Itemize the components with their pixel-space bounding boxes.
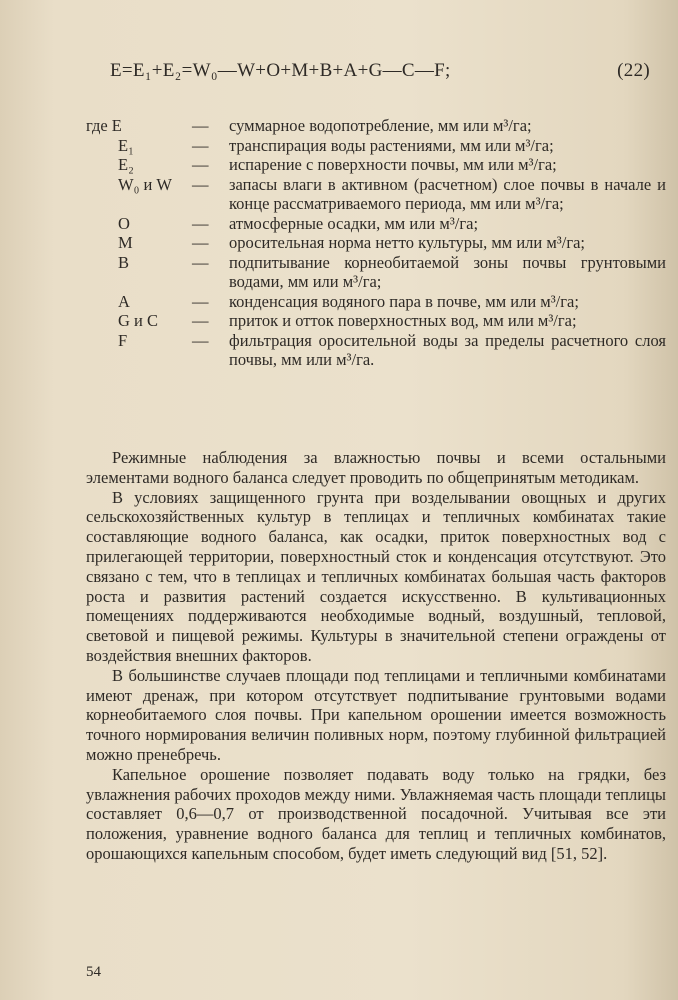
definition-text: испарение с поверхности почвы, мм или м³/га; [229, 155, 557, 174]
equation-text: E=E₁+E₂=W₀—W+O+M+B+A+G—C—F; [110, 60, 451, 81]
definition-dash: — [192, 135, 209, 155]
definition-text: приток и отток поверхностных вод, мм или м³/га; [229, 311, 577, 330]
definition-item [86, 136, 666, 156]
definition-symbol: O [118, 213, 130, 233]
definition-item [86, 116, 666, 136]
definition-dash: — [192, 213, 209, 233]
definition-item [86, 311, 666, 331]
page-number: 54 [86, 964, 101, 980]
paragraph: В условиях защищенного грунта при возделывании овощных и других сельскохозяйственных культур в теплицах и тепличных комбинатах такие составляющие водного баланса, как осадки, приток поверхностных вод с прилегающей территории, поверхностный сток и конденсация отсутствуют. Это связано с тем, что в теплицах и тепличных комбинатах большая часть факторов роста и развития растений создается искусственно. В культивационных помещениях поддерживаются необходимые водный, воздушный, тепловой, световой и пищевой режимы. Культуры в значительной степени ограждены от воздействия внешних факторов. [86, 487, 666, 665]
paragraph: Режимные наблюдения за влажностью почвы и всеми остальными элементами водного баланса следует проводить по общепринятым методикам. [86, 448, 666, 487]
equation [110, 60, 650, 82]
definition-dash: — [192, 330, 209, 350]
body-text [86, 448, 666, 864]
definition-symbol: G и C [118, 311, 159, 330]
definition-text: суммарное водопотребление, мм или м³/га; [229, 116, 532, 135]
definition-text: подпитывание корнеобитаемой зоны почвы грунтовыми водами, мм или м³/га; [229, 252, 666, 291]
definition-text: фильтрация оросительной воды за пределы расчетного слоя почвы, мм или м³/га. [229, 330, 666, 369]
definition-symbol: где E [86, 116, 122, 135]
definitions-list [86, 116, 666, 370]
definition-symbol: F [118, 330, 128, 350]
definition-dash: — [192, 116, 209, 135]
definition-item [86, 214, 666, 234]
definition-text: запасы влаги в активном (расчетном) слое почвы в начале и конце рассматриваемого периода, мм или м³/га; [229, 174, 666, 213]
definition-symbol: A [118, 291, 130, 311]
equation-number: (22) [617, 60, 650, 81]
paragraph: Капельное орошение позволяет подавать воду только на грядки, без увлажнения рабочих проходов между ними. Увлажняемая часть площади теплицы составляет 0,6—0,7 от производственной посадочной. Учитывая все эти положения, уравнение водного баланса для теплиц и тепличных комбинатов, орошающихся капельным способом, будет иметь следующий вид [51, 52]. [86, 764, 666, 863]
definition-symbol: E₂ [118, 155, 134, 174]
definition-item [86, 233, 666, 253]
definition-text: транспирация воды растениями, мм или м³/га; [229, 135, 554, 155]
definition-dash: — [192, 174, 209, 194]
paragraph: В большинстве случаев площади под теплицами и тепличными комбинатами имеют дренаж, при котором отсутствует подпитывание грунтовыми водами корнеобитаемого слоя почвы. При капельном орошении имеется возможность точного нормирования величин поливных норм, поэтому глубинной фильтрацией можно пренебречь. [86, 665, 666, 764]
definition-item [86, 253, 666, 292]
definition-item [86, 331, 666, 370]
definition-item [86, 155, 666, 175]
definition-symbol: E₁ [118, 135, 134, 155]
definition-text: конденсация водяного пара в почве, мм или м³/га; [229, 291, 579, 311]
definition-text: атмосферные осадки, мм или м³/га; [229, 213, 479, 233]
definition-dash: — [192, 252, 209, 272]
definition-dash: — [192, 233, 209, 252]
definition-item [86, 292, 666, 312]
definition-item [86, 175, 666, 214]
definition-dash: — [192, 311, 209, 330]
definition-dash: — [192, 291, 209, 311]
definition-text: оросительная норма нетто культуры, мм или м³/га; [229, 233, 586, 252]
definition-symbol: W₀ и W [118, 174, 172, 194]
definition-symbol: M [118, 233, 133, 252]
definition-symbol: B [118, 252, 130, 272]
definition-dash: — [192, 155, 209, 174]
